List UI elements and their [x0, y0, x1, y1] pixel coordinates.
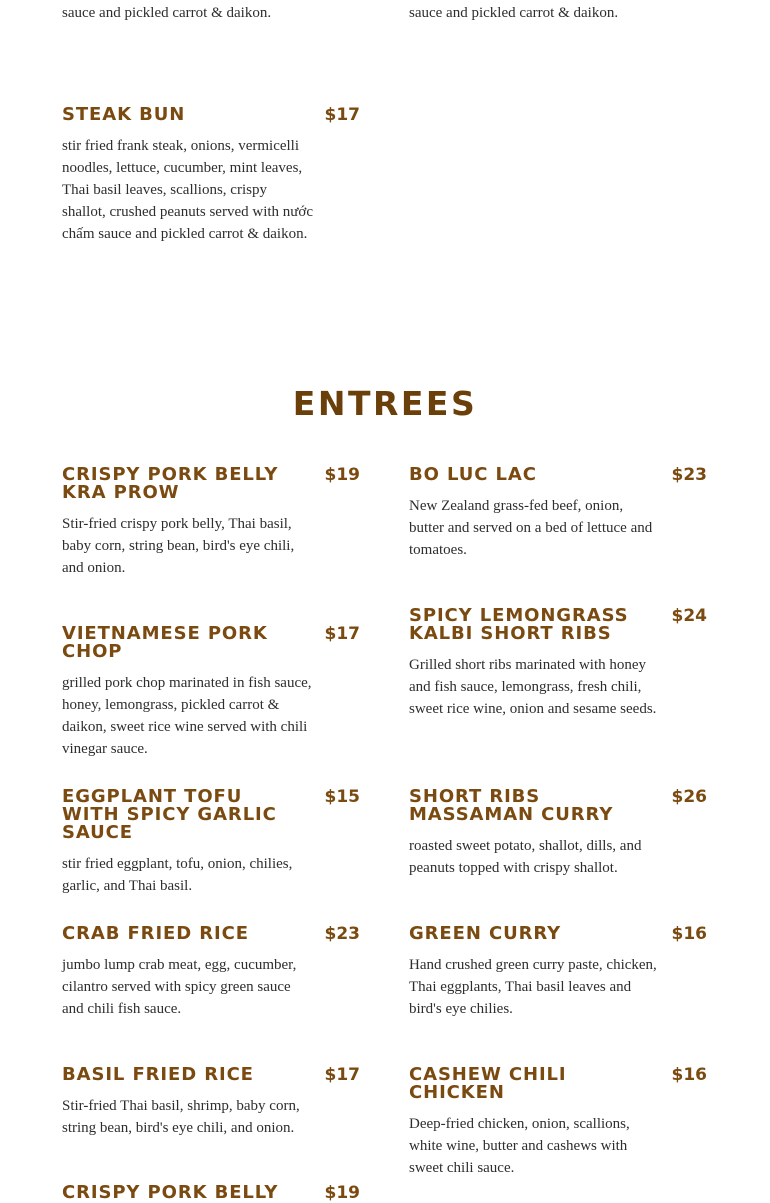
item-name: STEAK BUN: [62, 104, 186, 125]
item-price: $16: [671, 1065, 707, 1085]
menu-item: [62, 625, 360, 760]
menu-item: [62, 788, 360, 897]
item-price: $17: [324, 105, 360, 125]
menu-item: [62, 1066, 360, 1139]
item-description: jumbo lump crab meat, egg, cucumber, cilantro served with spicy green sauce and chili fish sauce.: [62, 957, 297, 1017]
item-price: $17: [324, 624, 360, 644]
item-price: $24: [671, 606, 707, 626]
item-description: New Zealand grass-fed beef, onion, butter and served on a bed of lettuce and tomatoes.: [409, 498, 653, 558]
item-name: BASIL FRIED RICE: [62, 1064, 254, 1085]
item-price: $17: [324, 1065, 360, 1085]
item-name: CRISPY PORK BELLY KRA PROW: [62, 464, 279, 503]
item-price: $23: [324, 924, 360, 944]
section-title-entrees: ENTREES: [292, 384, 478, 423]
item-name: GREEN CURRY: [409, 923, 562, 944]
item-name: BO LUC LAC: [409, 464, 537, 485]
item-name: SHORT RIBS MASSAMAN CURRY: [409, 786, 614, 825]
item-description: stir fried eggplant, tofu, onion, chilies, garlic, and Thai basil.: [62, 856, 293, 894]
item-price: $19: [324, 465, 360, 485]
item-name: CRISPY PORK BELLY: [62, 1182, 279, 1203]
item-price: $26: [671, 787, 707, 807]
item-price: $16: [671, 924, 707, 944]
item-price: $19: [324, 1183, 360, 1203]
menu-item-partial-left: [62, 0, 360, 24]
item-description: Deep-fried chicken, onion, scallions, white wine, butter and cashews with sweet chili sauce.: [409, 1116, 630, 1176]
menu-item: [62, 466, 360, 579]
item-price: $15: [324, 787, 360, 807]
item-description: grilled pork chop marinated in fish sauce, honey, lemongrass, pickled carrot & daikon, sweet rice wine served with chili vinegar sauce.: [62, 675, 312, 757]
menu-item: [409, 1066, 707, 1179]
item-description: stir fried frank steak, onions, vermicelli noodles, lettuce, cucumber, mint leaves, Thai basil leaves, scallions, crispy shallot, crushed peanuts served with nước chấm sauce and pickled carrot & daikon.: [62, 138, 314, 242]
item-description: Grilled short ribs marinated with honey and fish sauce, lemongrass, fresh chili, sweet rice wine, onion and sesame seeds.: [409, 657, 657, 717]
item-description: sauce and pickled carrot & daikon.: [62, 5, 272, 21]
menu-item: [409, 788, 707, 879]
item-name: CASHEW CHILI CHICKEN: [409, 1064, 567, 1103]
menu-item-partial-right: [409, 0, 707, 24]
menu-item: [409, 925, 707, 1020]
item-name: CRAB FRIED RICE: [62, 923, 249, 944]
item-name: VIETNAMESE PORK CHOP: [62, 623, 268, 662]
item-description: sauce and pickled carrot & daikon.: [409, 5, 619, 21]
item-description: roasted sweet potato, shallot, dills, and peanuts topped with crispy shallot.: [409, 838, 642, 876]
item-description: Stir-fried Thai basil, shrimp, baby corn, string bean, bird's eye chili, and onion.: [62, 1098, 300, 1136]
menu-item: [62, 925, 360, 1020]
item-description: Stir-fried crispy pork belly, Thai basil, baby corn, string bean, bird's eye chili, and onion.: [62, 516, 295, 576]
item-description: Hand crushed green curry paste, chicken, Thai eggplants, Thai basil leaves and bird's eye chilies.: [409, 957, 657, 1017]
item-name: EGGPLANT TOFU WITH SPICY GARLIC SAUCE: [62, 786, 277, 843]
item-name: SPICY LEMONGRASS KALBI SHORT RIBS: [409, 605, 629, 644]
menu-item-partial-bottom: [62, 1184, 360, 1202]
item-price: $23: [671, 465, 707, 485]
menu-item: [409, 607, 707, 720]
menu-item-steak-bun: [62, 106, 360, 245]
menu-item: [409, 466, 707, 561]
